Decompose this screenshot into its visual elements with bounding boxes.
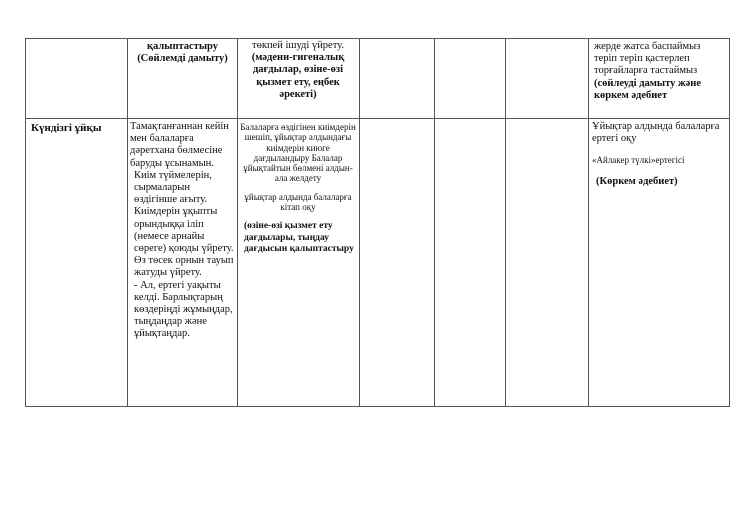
table-border-left [25, 38, 26, 407]
row2-col2-cell [130, 121, 234, 341]
row2-col3-bold: (өзіне-өзі қызмет ету дағдылары, тыңдау дағдысын қалыптастыру [244, 221, 354, 255]
table-border-top [25, 38, 729, 39]
column-divider [237, 38, 238, 407]
row2-col2-line: Киімдерін ұқыпты орындыққа іліп (немесе арнайы сөреге) қоюды үйрету. Өз төсек орнын тауып жатуды үйрету. [134, 206, 234, 279]
row1-col8-line: торғайларға тастаймыз [594, 65, 698, 77]
row-title: Күндізгі ұйқы [31, 122, 102, 134]
row2-col3-text: Балаларға өздігінен киімдерін шешіп, ұйықтар алдындағы киімдерін киюге дағдыландыру Балалар ұйықтайтын бөлмені алдын-ала желдету [240, 122, 356, 184]
row1-col2-text: қалыптастыру (Сөйлемді дамыту) [137, 41, 228, 65]
row1-col8-line: теріп теріп қастерлеп [594, 53, 690, 65]
row2-col3-text: ұйықтар алдында балаларға кітап оқу [244, 191, 352, 213]
row2-col8-cell [592, 121, 726, 188]
row2-col2-line: Тамақтанғаннан кейін мен балаларға дәретхана бөлмесіне баруды ұсынамын. [130, 121, 229, 169]
row2-col8-bold: (Көркем әдебиет) [596, 175, 678, 187]
table-border-right [729, 38, 730, 407]
row2-col2-line: Киім түймелерін, сырмаларын өздігінше ағыту. [134, 169, 212, 206]
column-divider [588, 38, 589, 407]
row2-col2-line: - Ал, ертегі уақыты келді. Барлықтарың көздеріңді жұмыңдар, тыңдаңдар және ұйықтаңдар. [134, 279, 233, 340]
row1-col3-cell [240, 40, 356, 101]
column-divider [434, 38, 435, 407]
row1-col3-bold: (мәдени-гигеналық дағдылар, өзіне-өзі қызмет ету, еңбек әрекеті) [251, 52, 345, 100]
row2-col8-line: Ұйықтар алдында балаларға ертегі оқу [592, 121, 720, 145]
column-divider [359, 38, 360, 407]
row1-col8-bold: (сөйлеуді дамыту және көркем әдебиет [594, 77, 701, 101]
row2-col8-line: «Айлакер түлкі»ертегісі [592, 155, 685, 166]
table-border-bottom [25, 406, 729, 407]
column-divider [127, 38, 128, 407]
row-divider [25, 118, 729, 119]
row2-col3-cell [240, 122, 356, 256]
column-divider [505, 38, 506, 407]
row1-col8-cell [594, 41, 726, 102]
row1-col3-text: төкпей ішуді үйрету. [252, 40, 344, 51]
row1-col8-line: жерде жатса баспаймыз [594, 41, 701, 52]
